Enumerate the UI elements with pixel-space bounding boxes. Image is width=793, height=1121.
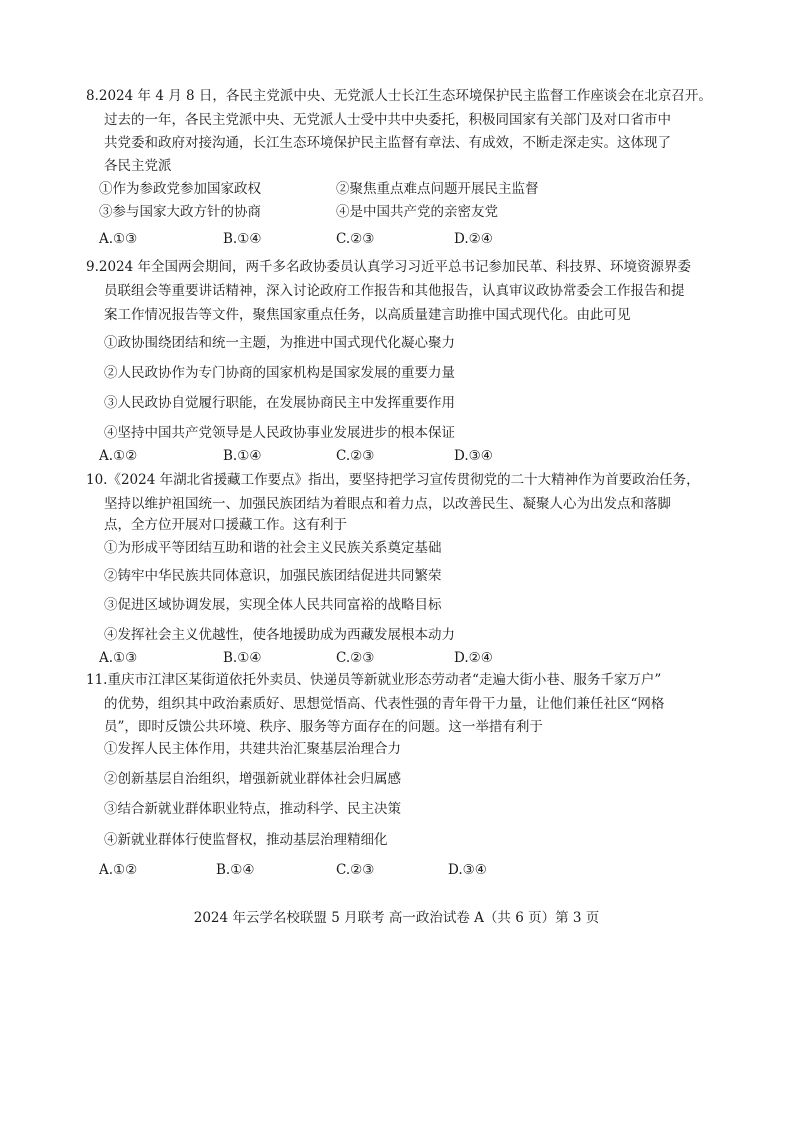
question-8-statement-2: ②聚焦重点难点问题开展民主监督 [336, 181, 539, 197]
question-10-stem-line-2: 坚持以维护祖国统一、加强民族团结为着眼点和着力点，以改善民生、凝聚人心为出发点和落脚 [104, 496, 671, 512]
question-10-statement-3: ③促进区域协调发展，实现全体人民共同富裕的战略目标 [104, 597, 442, 613]
question-9-statement-4: ④坚持中国共产党领导是人民政协事业发展进步的根本保证 [104, 425, 455, 441]
question-10-choice-a[interactable]: A.①③ [99, 650, 138, 666]
question-10-stem-line-1: 10.《2024 年湖北省援藏工作要点》指出，要坚持把学习宣传贯彻党的二十大精神作为首要政治任务， [86, 472, 700, 488]
question-8-choice-a[interactable]: A.①③ [99, 231, 138, 247]
question-9-choice-b[interactable]: B.①④ [223, 448, 262, 464]
question-8-statement-1: ①作为参政党参加国家政权 [99, 181, 261, 197]
question-8-choice-d[interactable]: D.②④ [454, 231, 493, 247]
question-11-choice-d[interactable]: D.③④ [448, 862, 487, 878]
question-9-statement-3: ③人民政协自觉履行职能，在发展协商民主中发挥重要作用 [104, 395, 455, 411]
question-8-stem-line-1: 8.2024 年 4 月 8 日，各民主党派中央、无党派人士长江生态环境保护民主监督工作座谈会在北京召开。 [86, 88, 712, 104]
question-9-choice-d[interactable]: D.③④ [454, 448, 493, 464]
question-10-choice-d[interactable]: D.②④ [454, 650, 493, 666]
question-9-statement-1: ①政协围绕团结和统一主题，为推进中国式现代化凝心聚力 [104, 335, 455, 351]
question-9-stem-line-3: 案工作情况报告等文件，聚焦国家重点任务，以高质量建言助推中国式现代化。由此可见 [104, 307, 631, 323]
question-9-choice-c[interactable]: C.②③ [336, 448, 375, 464]
question-8-choice-c[interactable]: C.②③ [336, 231, 375, 247]
question-9-statement-2: ②人民政协作为专门协商的国家机构是国家发展的重要力量 [104, 365, 455, 381]
question-11-statement-3: ③结合新就业群体职业特点，推动科学、民主决策 [104, 801, 401, 817]
question-9-stem-line-1: 9.2024 年全国两会期间，两千多名政协委员认真学习习近平总书记参加民革、科技界、环境资源界委 [86, 259, 692, 275]
question-10-choice-c[interactable]: C.②③ [336, 650, 375, 666]
question-8-choice-b[interactable]: B.①④ [223, 231, 262, 247]
question-10-choice-b[interactable]: B.①④ [223, 650, 262, 666]
question-10-statement-2: ②铸牢中华民族共同体意识，加强民族团结促进共同繁荣 [104, 568, 442, 584]
question-11-stem-line-1: 11.重庆市江津区某街道依托外卖员、快递员等新就业形态劳动者“走遍大街小巷、服务千家万户” [86, 672, 662, 688]
question-10-statement-4: ④发挥社会主义优越性，使各地援助成为西藏发展根本动力 [104, 627, 455, 643]
question-9-choice-a[interactable]: A.①② [99, 448, 138, 464]
question-11-statement-1: ①发挥人民主体作用，共建共治汇聚基层治理合力 [104, 741, 401, 757]
question-11-choice-a[interactable]: A.①② [99, 862, 138, 878]
question-8-stem-line-2: 过去的一年，各民主党派中央、无党派人士受中共中央委托，积极同国家有关部门及对口省市中 [104, 112, 671, 128]
question-9-stem-line-2: 员联组会等重要讲话精神，深入讨论政府工作报告和其他报告，认真审议政协常委会工作报告和提 [104, 283, 685, 299]
question-10-statement-1: ①为形成平等团结互助和谐的社会主义民族关系奠定基础 [104, 540, 442, 556]
question-8-statement-4: ④是中国共产党的亲密友党 [336, 204, 498, 220]
page-footer: 2024 年云学名校联盟 5 月联考 高一政治试卷 A（共 6 页）第 3 页 [193, 910, 600, 926]
question-11-choice-c[interactable]: C.②③ [336, 862, 375, 878]
question-8-stem-line-4: 各民主党派 [104, 158, 172, 174]
question-11-statement-2: ②创新基层自治组织，增强新就业群体社会归属感 [104, 771, 401, 787]
question-11-statement-4: ④新就业群体行使监督权，推动基层治理精细化 [104, 832, 388, 848]
question-8-stem-line-3: 共党委和政府对接沟通，长江生态环境保护民主监督有章法、有成效，不断走深走实。这体现了 [104, 135, 671, 151]
question-10-stem-line-3: 点，全方位开展对口援藏工作。这有利于 [104, 517, 347, 533]
question-11-choice-b[interactable]: B.①④ [216, 862, 255, 878]
question-11-stem-line-3: 员”，即时反馈公共环境、秩序、服务等方面存在的问题。这一举措有利于 [104, 719, 543, 735]
question-8-statement-3: ③参与国家大政方针的协商 [99, 204, 261, 220]
question-11-stem-line-2: 的优势，组织其中政治素质好、思想觉悟高、代表性强的青年骨干力量，让他们兼任社区“网格 [104, 696, 665, 712]
